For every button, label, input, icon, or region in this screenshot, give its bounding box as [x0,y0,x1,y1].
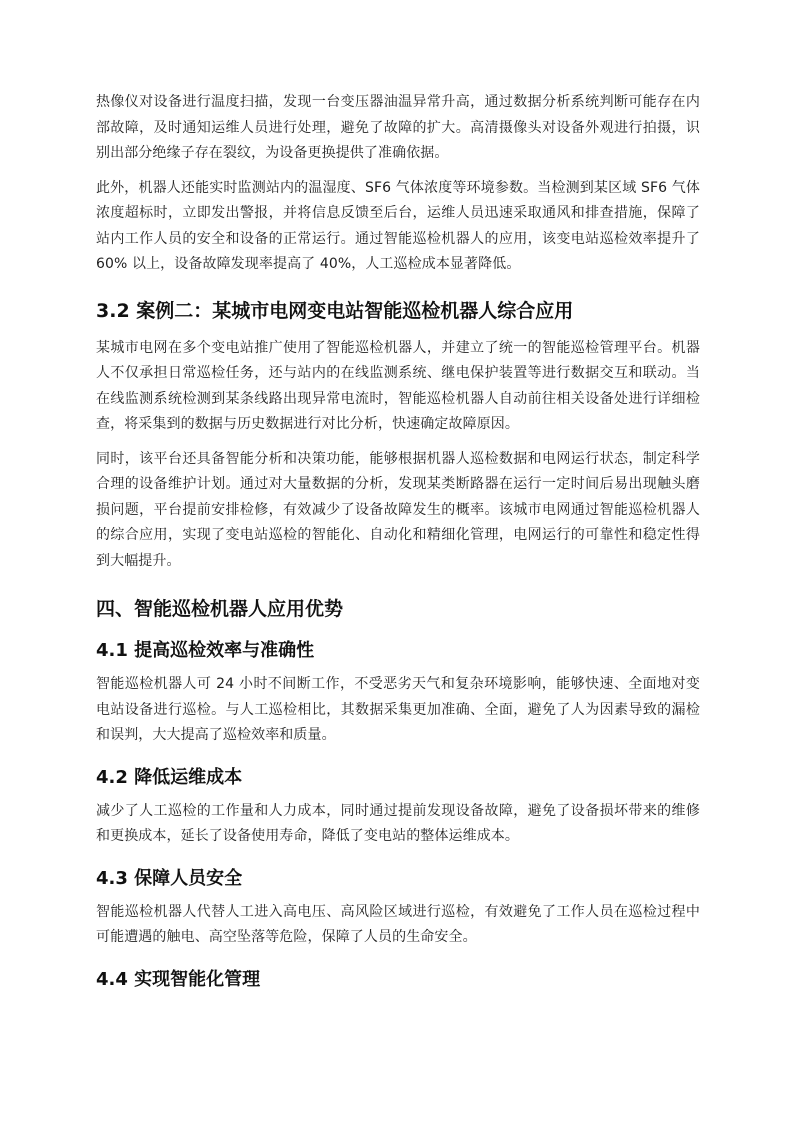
heading-4-3-safety: 4.3 保障人员安全 [96,867,243,889]
heading-3-2-case-two: 3.2 案例二：某城市电网变电站智能巡检机器人综合应用 [96,299,574,322]
paragraph-cost: 减少了人工巡检的工作量和人力成本，同时通过提前发现设备故障，避免了设备损坏带来的维修和更换成本，延长了设备使用寿命，降低了变电站的整体运维成本。 [96,802,700,844]
paragraph-safety: 智能巡检机器人代替人工进入高电压、高风险区域进行巡检，有效避免了工作人员在巡检过程中可能遭遇的触电、高空坠落等危险，保障了人员的生命安全。 [96,903,700,945]
heading-4-1-efficiency: 4.1 提高巡检效率与准确性 [96,640,315,661]
heading-4-2-cost: 4.2 降低运维成本 [96,766,243,788]
paragraph-efficiency: 智能巡检机器人可 24 小时不间断工作，不受恶劣天气和复杂环境影响，能够快速、全面地对变电站设备进行巡检。与人工巡检相比，其数据采集更加准确、全面，避免了人为因素导致的漏检和误判，大大提高了巡检效率和质量。 [96,676,700,743]
heading-4-advantages: 四、智能巡检机器人应用优势 [96,598,344,620]
paragraph-city-grid-platform: 某城市电网在多个变电站推广使用了智能巡检机器人，并建立了统一的智能巡检管理平台。机器人不仅承担日常巡检任务，还与站内的在线监测系统、继电保护装置等进行数据交互和联动。当在线监测系统检测到某条线路出现异常电流时，智能巡检机器人自动前往相关设备处进行详细检查，将采集到的数据与历史数据进行对比分析，快速确定故障原因。 [96,339,700,432]
paragraph-platform-analysis: 同时，该平台还具备智能分析和决策功能，能够根据机器人巡检数据和电网运行状态，制定科学合理的设备维护计划。通过对大量数据的分析，发现某类断路器在运行一定时间后易出现触头磨损问题，平台提前安排检修，有效减少了设备故障发生的概率。该城市电网通过智能巡检机器人的综合应用，实现了变电站巡检的智能化、自动化和精细化管理，电网运行的可靠性和稳定性得到大幅提升。 [96,450,700,569]
heading-4-4-smart-management: 4.4 实现智能化管理 [96,968,261,990]
paragraph-environment-monitoring: 此外，机器人还能实时监测站内的温湿度、SF6 气体浓度等环境参数。当检测到某区域 SF6 气体浓度超标时，立即发出警报，并将信息反馈至后台，运维人员迅速采取通风和排查措施，保障了站内工作人员的安全和设备的正常运行。通过智能巡检机器人的应用，该变电站巡检效率提升了 60% 以上，设备故障发现率提高了 40%，人工巡检成本显著降低。 [96,179,700,272]
document-page [96,90,700,1001]
paragraph-thermal-camera: 热像仪对设备进行温度扫描，发现一台变压器油温异常升高，通过数据分析系统判断可能存在内部故障，及时通知运维人员进行处理，避免了故障的扩大。高清摄像头对设备外观进行拍摄，识别出部分绝缘子存在裂纹，为设备更换提供了准确依据。 [96,94,700,161]
